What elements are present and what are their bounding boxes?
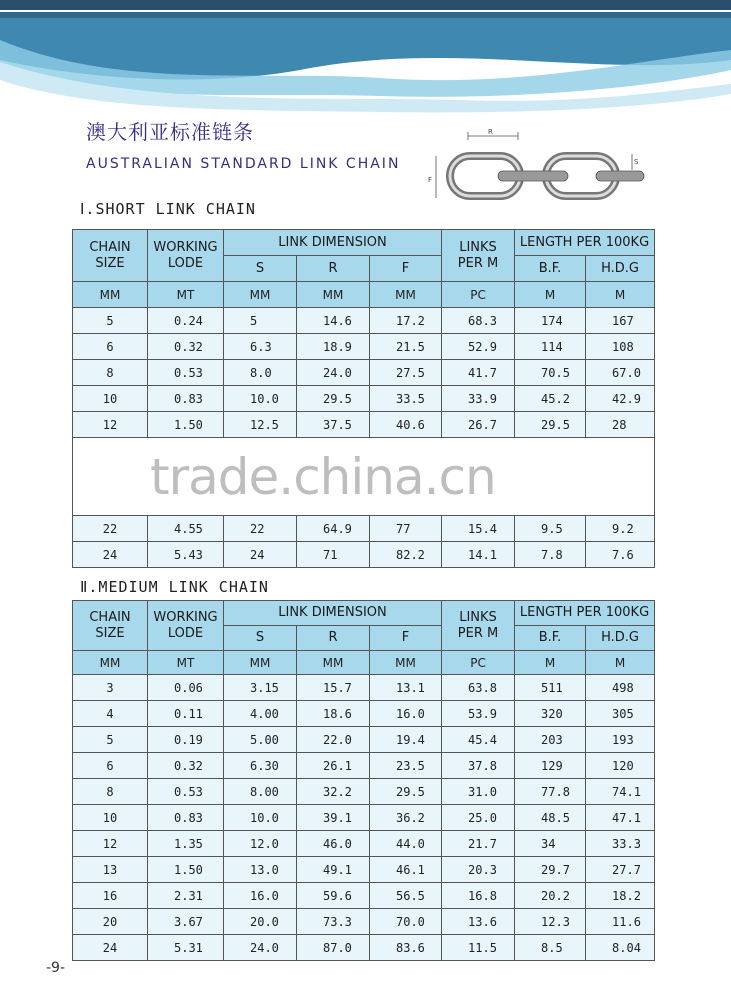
table-cell: 3 xyxy=(73,675,148,701)
table-cell: 16.0 xyxy=(370,701,442,727)
medium-table-body xyxy=(73,675,655,961)
table-cell: 174 xyxy=(515,308,586,334)
section-title-short-link: Ⅰ.SHORT LINK CHAIN xyxy=(80,200,256,218)
table-cell: 5 xyxy=(73,727,148,753)
page-title-chinese: 澳大利亚标准链条 xyxy=(86,120,254,144)
table-cell: 33.5 xyxy=(370,386,442,412)
header-f: F xyxy=(370,256,442,282)
unit-cell: MM xyxy=(73,282,148,308)
table-cell: 12.0 xyxy=(224,831,297,857)
table-row xyxy=(73,753,655,779)
table-cell: 10 xyxy=(73,805,148,831)
table-cell: 0.83 xyxy=(148,805,224,831)
table-cell: 12.3 xyxy=(515,909,586,935)
table-row xyxy=(73,360,655,386)
page-title-english: AUSTRALIAN STANDARD LINK CHAIN xyxy=(86,156,401,172)
header-chain-size: CHAIN SIZE xyxy=(73,230,148,282)
unit-cell: M xyxy=(586,651,655,675)
table-cell: 77 xyxy=(370,516,442,542)
table-cell: 18.2 xyxy=(586,883,655,909)
unit-cell: MM xyxy=(224,282,297,308)
table-row xyxy=(73,909,655,935)
table-cell: 6.3 xyxy=(224,334,297,360)
table-cell: 48.5 xyxy=(515,805,586,831)
header-working-lode: WORKING LODE xyxy=(148,601,224,651)
table-cell: 15.4 xyxy=(442,516,515,542)
table-cell: 7.8 xyxy=(515,542,586,568)
table-row xyxy=(73,516,655,542)
table-cell: 22.0 xyxy=(297,727,370,753)
table-cell: 5.31 xyxy=(148,935,224,961)
table-cell: 129 xyxy=(515,753,586,779)
table-cell: 3.67 xyxy=(148,909,224,935)
table-cell: 18.9 xyxy=(297,334,370,360)
table-cell: 83.6 xyxy=(370,935,442,961)
table-cell: 28 xyxy=(586,412,655,438)
table-row xyxy=(73,779,655,805)
table-cell: 4 xyxy=(73,701,148,727)
table-cell: 13.6 xyxy=(442,909,515,935)
diagram-label-f: F xyxy=(428,176,433,184)
table-cell: 29.5 xyxy=(297,386,370,412)
table-cell: 9.2 xyxy=(586,516,655,542)
page-number: -9- xyxy=(46,960,66,976)
table-cell: 39.1 xyxy=(297,805,370,831)
table-cell: 8.5 xyxy=(515,935,586,961)
table-cell: 6 xyxy=(73,753,148,779)
table-row xyxy=(73,701,655,727)
table-cell: 82.2 xyxy=(370,542,442,568)
header-links-per-m: LINKS PER M xyxy=(442,230,515,282)
table-cell: 11.5 xyxy=(442,935,515,961)
table-cell: 22 xyxy=(73,516,148,542)
table-cell: 49.1 xyxy=(297,857,370,883)
short-table-body-top xyxy=(73,308,655,438)
table-cell: 4.00 xyxy=(224,701,297,727)
short-table-body-bottom xyxy=(73,516,655,568)
unit-cell: MM xyxy=(297,282,370,308)
diagram-label-r: R xyxy=(488,128,493,136)
section-title-medium-link: Ⅱ.MEDIUM LINK CHAIN xyxy=(80,578,269,596)
table-cell: 5 xyxy=(73,308,148,334)
table-cell: 15.7 xyxy=(297,675,370,701)
table-cell: 73.3 xyxy=(297,909,370,935)
table-cell: 47.1 xyxy=(586,805,655,831)
table-row xyxy=(73,831,655,857)
table-cell: 24.0 xyxy=(224,935,297,961)
header-bf: B.F. xyxy=(515,626,586,651)
table-cell: 46.1 xyxy=(370,857,442,883)
table-cell: 6.30 xyxy=(224,753,297,779)
table-cell: 77.8 xyxy=(515,779,586,805)
table-cell: 33.3 xyxy=(586,831,655,857)
unit-cell: MM xyxy=(224,651,297,675)
table-cell: 27.7 xyxy=(586,857,655,883)
table-row xyxy=(73,308,655,334)
table-cell: 114 xyxy=(515,334,586,360)
header-length-per-100kg: LENGTH PER 100KG xyxy=(515,230,655,256)
table-row xyxy=(73,935,655,961)
table-cell: 74.1 xyxy=(586,779,655,805)
table-cell: 9.5 xyxy=(515,516,586,542)
unit-cell: MT xyxy=(148,651,224,675)
table-cell: 7.6 xyxy=(586,542,655,568)
table-cell: 29.5 xyxy=(515,412,586,438)
table-cell: 20.2 xyxy=(515,883,586,909)
table-cell: 41.7 xyxy=(442,360,515,386)
table-cell: 24 xyxy=(73,935,148,961)
table-cell: 37.8 xyxy=(442,753,515,779)
table-cell: 24 xyxy=(73,542,148,568)
table-cell: 67.0 xyxy=(586,360,655,386)
table-cell: 8.04 xyxy=(586,935,655,961)
table-cell: 6 xyxy=(73,334,148,360)
table-cell: 498 xyxy=(586,675,655,701)
table-cell: 13 xyxy=(73,857,148,883)
header-hdg: H.D.G xyxy=(586,256,655,282)
table-cell: 13.0 xyxy=(224,857,297,883)
table-cell: 59.6 xyxy=(297,883,370,909)
table-cell: 26.7 xyxy=(442,412,515,438)
header-r: R xyxy=(297,256,370,282)
table-cell: 5.00 xyxy=(224,727,297,753)
header-hdg: H.D.G xyxy=(586,626,655,651)
header-working-lode: WORKING LODE xyxy=(148,230,224,282)
table-cell: 87.0 xyxy=(297,935,370,961)
header-s: S xyxy=(224,626,297,651)
table-cell: 13.1 xyxy=(370,675,442,701)
table-row xyxy=(73,542,655,568)
table-cell: 24.0 xyxy=(297,360,370,386)
unit-cell: M xyxy=(515,282,586,308)
table-cell: 16 xyxy=(73,883,148,909)
table-cell: 8 xyxy=(73,360,148,386)
table-cell: 0.24 xyxy=(148,308,224,334)
table-cell: 68.3 xyxy=(442,308,515,334)
table-cell: 26.1 xyxy=(297,753,370,779)
table-row xyxy=(73,883,655,909)
table-cell: 18.6 xyxy=(297,701,370,727)
table-cell: 32.2 xyxy=(297,779,370,805)
table-cell: 0.53 xyxy=(148,360,224,386)
table-row xyxy=(73,727,655,753)
table-cell: 12.5 xyxy=(224,412,297,438)
table-cell: 21.5 xyxy=(370,334,442,360)
table-cell: 12 xyxy=(73,412,148,438)
table-cell: 8 xyxy=(73,779,148,805)
table-cell: 1.50 xyxy=(148,857,224,883)
watermark-text: trade.china.cn xyxy=(150,448,496,506)
table-cell: 44.0 xyxy=(370,831,442,857)
table-cell: 22 xyxy=(224,516,297,542)
header-wave-band xyxy=(0,0,731,115)
table-cell: 320 xyxy=(515,701,586,727)
medium-link-chain-table xyxy=(72,600,655,961)
table-cell: 14.6 xyxy=(297,308,370,334)
table-cell: 8.00 xyxy=(224,779,297,805)
table-cell: 42.9 xyxy=(586,386,655,412)
table-cell: 1.35 xyxy=(148,831,224,857)
table-cell: 19.4 xyxy=(370,727,442,753)
table-cell: 70.0 xyxy=(370,909,442,935)
table-cell: 21.7 xyxy=(442,831,515,857)
table-cell: 34 xyxy=(515,831,586,857)
table-cell: 31.0 xyxy=(442,779,515,805)
table-cell: 23.5 xyxy=(370,753,442,779)
table-row xyxy=(73,412,655,438)
table-cell: 14.1 xyxy=(442,542,515,568)
header-link-dimension: LINK DIMENSION xyxy=(224,601,442,626)
header-link-dimension: LINK DIMENSION xyxy=(224,230,442,256)
table-cell: 53.9 xyxy=(442,701,515,727)
table-cell: 108 xyxy=(586,334,655,360)
header-r: R xyxy=(297,626,370,651)
table-cell: 3.15 xyxy=(224,675,297,701)
table-cell: 29.5 xyxy=(370,779,442,805)
table-cell: 20 xyxy=(73,909,148,935)
header-f: F xyxy=(370,626,442,651)
header-bf: B.F. xyxy=(515,256,586,282)
unit-cell: PC xyxy=(442,282,515,308)
table-cell: 203 xyxy=(515,727,586,753)
table-cell: 10.0 xyxy=(224,805,297,831)
table-cell: 46.0 xyxy=(297,831,370,857)
table-row xyxy=(73,805,655,831)
table-cell: 52.9 xyxy=(442,334,515,360)
table-cell: 0.11 xyxy=(148,701,224,727)
table-cell: 25.0 xyxy=(442,805,515,831)
table-row xyxy=(73,675,655,701)
unit-cell: MM xyxy=(297,651,370,675)
table-cell: 56.5 xyxy=(370,883,442,909)
table-cell: 10 xyxy=(73,386,148,412)
table-cell: 0.32 xyxy=(148,334,224,360)
header-length-per-100kg: LENGTH PER 100KG xyxy=(515,601,655,626)
table-cell: 20.3 xyxy=(442,857,515,883)
unit-cell: M xyxy=(586,282,655,308)
header-s: S xyxy=(224,256,297,282)
unit-cell: MT xyxy=(148,282,224,308)
table-cell: 4.55 xyxy=(148,516,224,542)
table-cell: 120 xyxy=(586,753,655,779)
table-cell: 12 xyxy=(73,831,148,857)
unit-cell: MM xyxy=(73,651,148,675)
table-cell: 17.2 xyxy=(370,308,442,334)
table-cell: 511 xyxy=(515,675,586,701)
table-cell: 8.0 xyxy=(224,360,297,386)
table-cell: 16.8 xyxy=(442,883,515,909)
table-cell: 40.6 xyxy=(370,412,442,438)
unit-cell: MM xyxy=(370,282,442,308)
short-link-chain-table xyxy=(72,229,655,568)
table-row xyxy=(73,857,655,883)
table-cell: 0.32 xyxy=(148,753,224,779)
table-cell: 193 xyxy=(586,727,655,753)
table-cell: 27.5 xyxy=(370,360,442,386)
table-cell: 0.53 xyxy=(148,779,224,805)
table-cell: 16.0 xyxy=(224,883,297,909)
table-cell: 24 xyxy=(224,542,297,568)
table-cell: 36.2 xyxy=(370,805,442,831)
table-row xyxy=(73,386,655,412)
table-cell: 37.5 xyxy=(297,412,370,438)
table-cell: 305 xyxy=(586,701,655,727)
unit-cell: PC xyxy=(442,651,515,675)
table-cell: 1.50 xyxy=(148,412,224,438)
table-cell: 11.6 xyxy=(586,909,655,935)
table-cell: 45.2 xyxy=(515,386,586,412)
chain-link-diagram xyxy=(426,126,656,206)
table-cell: 5.43 xyxy=(148,542,224,568)
table-row xyxy=(73,334,655,360)
unit-cell: MM xyxy=(370,651,442,675)
header-links-per-m: LINKS PER M xyxy=(442,601,515,651)
table-cell: 20.0 xyxy=(224,909,297,935)
table-cell: 0.83 xyxy=(148,386,224,412)
table-cell: 0.19 xyxy=(148,727,224,753)
table-cell: 64.9 xyxy=(297,516,370,542)
table-cell: 0.06 xyxy=(148,675,224,701)
table-cell: 45.4 xyxy=(442,727,515,753)
table-cell: 70.5 xyxy=(515,360,586,386)
table-cell: 29.7 xyxy=(515,857,586,883)
table-cell: 10.0 xyxy=(224,386,297,412)
table-cell: 63.8 xyxy=(442,675,515,701)
table-cell: 2.31 xyxy=(148,883,224,909)
table-cell: 71 xyxy=(297,542,370,568)
diagram-label-s: S xyxy=(634,158,639,166)
unit-cell: M xyxy=(515,651,586,675)
table-cell: 5 xyxy=(224,308,297,334)
header-chain-size: CHAIN SIZE xyxy=(73,601,148,651)
table-cell: 167 xyxy=(586,308,655,334)
table-cell: 33.9 xyxy=(442,386,515,412)
